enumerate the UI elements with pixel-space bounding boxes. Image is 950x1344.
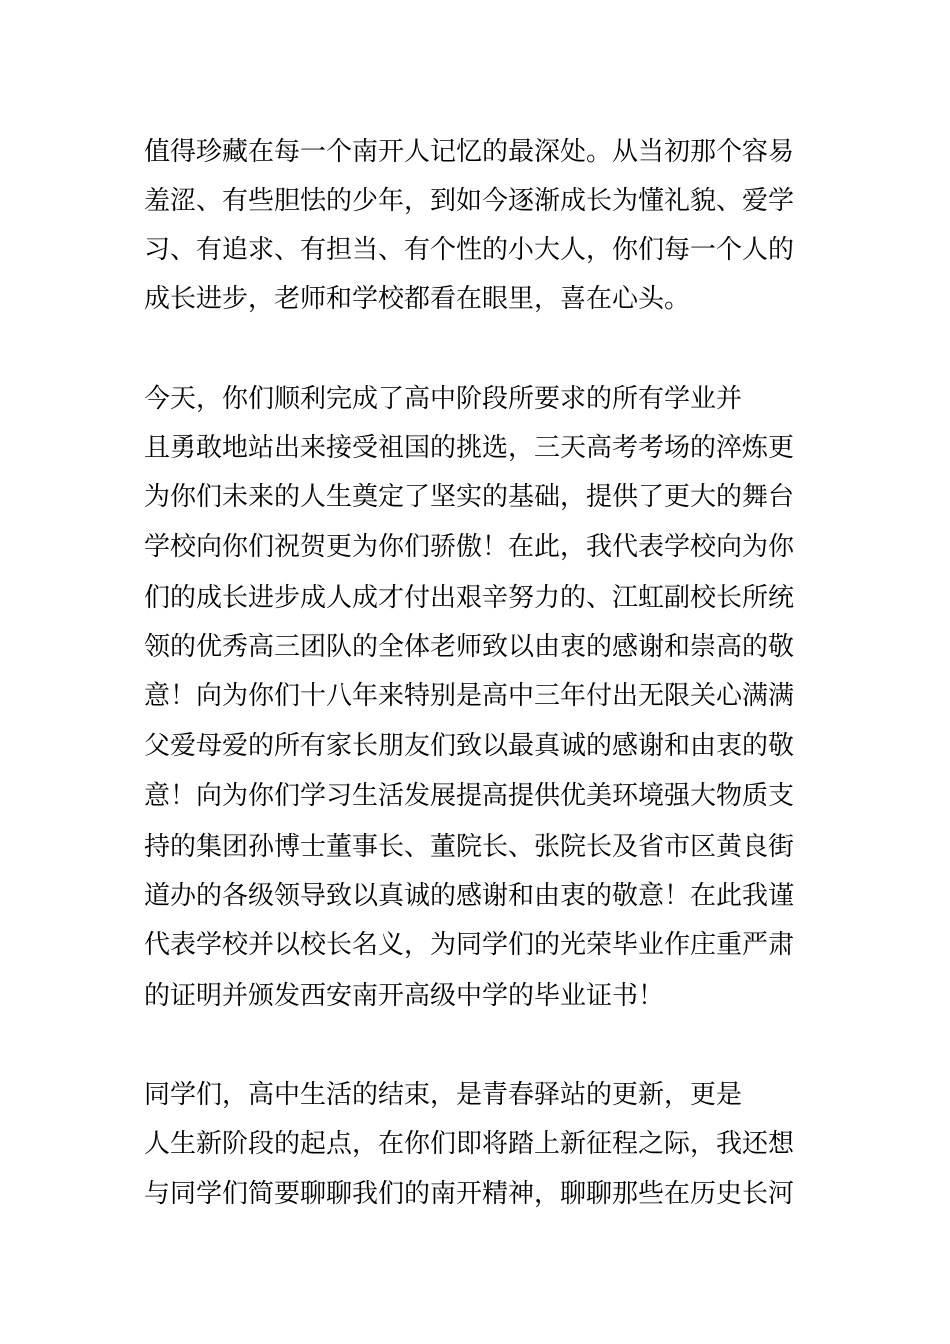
text-line: 且勇敢地站出来接受祖国的挑选，三天高考考场的淬炼更 — [144, 433, 795, 463]
text-line: 为你们未来的人生奠定了坚实的基础，提供了更大的舞台 — [144, 482, 795, 512]
text-line: 领的优秀高三团队的全体老师致以由衷的感谢和崇高的敬 — [144, 632, 795, 662]
text-line: 意！向为你们学习生活发展提高提供优美环境强大物质支 — [144, 781, 795, 811]
text-line: 今天，你们顺利完成了高中阶段所要求的所有学业并 — [144, 384, 743, 414]
text-line: 父爱母爱的所有家长朋友们致以最真诚的感谢和由衷的敬 — [144, 731, 795, 761]
text-line: 们的成长进步成人成才付出艰辛努力的、江虹副校长所统 — [144, 583, 795, 613]
text-line: 成长进步，老师和学校都看在眼里，喜在心头。 — [144, 284, 691, 314]
text-line: 持的集团孙博士董事长、董院长、张院长及省市区黄良街 — [144, 832, 795, 862]
text-line: 习、有追求、有担当、有个性的小大人，你们每一个人的 — [144, 235, 795, 265]
text-line: 与同学们简要聊聊我们的南开精神，聊聊那些在历史长河 — [144, 1179, 795, 1209]
text-line: 意！向为你们十八年来特别是高中三年付出无限关心满满 — [144, 681, 795, 711]
text-line: 人生新阶段的起点，在你们即将踏上新征程之际，我还想 — [144, 1129, 795, 1159]
text-line: 的证明并颁发西安南开高级中学的毕业证书！ — [144, 981, 665, 1011]
text-line: 道办的各级领导致以真诚的感谢和由衷的敬意！在此我谨 — [144, 881, 795, 911]
text-line: 值得珍藏在每一个南开人记忆的最深处。从当初那个容易 — [144, 137, 795, 167]
text-line: 代表学校并以校长名义，为同学们的光荣毕业作庄重严肃 — [144, 930, 795, 960]
text-line: 羞涩、有些胆怯的少年，到如今逐渐成长为懂礼貌、爱学 — [144, 186, 795, 216]
text-line: 同学们，高中生活的结束，是青春驿站的更新，更是 — [144, 1080, 743, 1110]
text-line: 学校向你们祝贺更为你们骄傲！在此，我代表学校向为你 — [144, 532, 795, 562]
